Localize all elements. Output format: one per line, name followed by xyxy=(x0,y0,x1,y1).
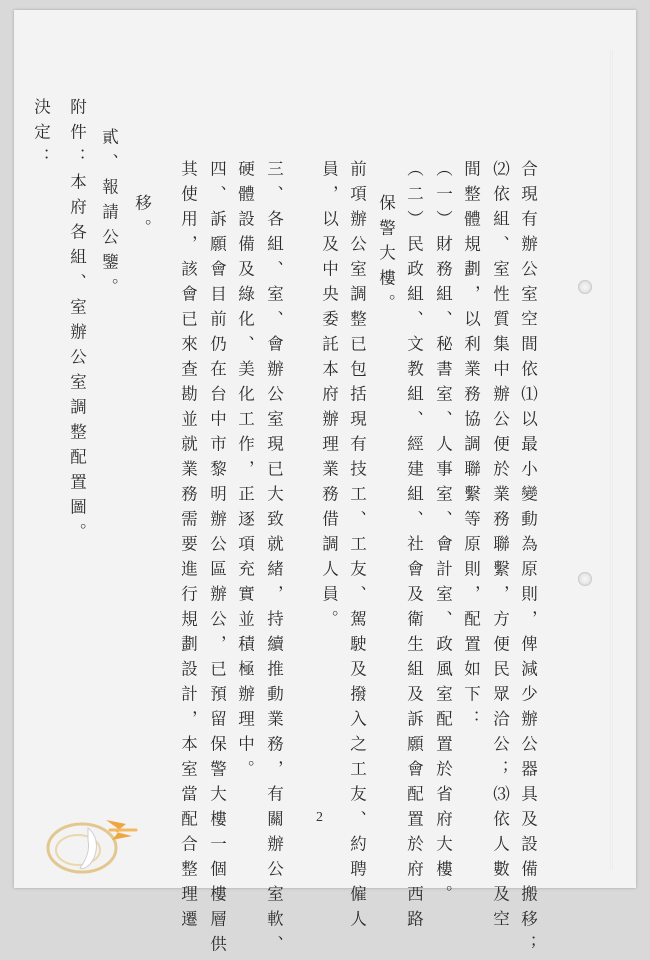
text-column-7: 前項辦公室調整已包括現有技工、工友、駕駛及撥入之工友、約聘僱人 xyxy=(347,160,367,935)
text-column-15: 附件：本府各組、室辦公室調整配置圖。 xyxy=(67,98,87,548)
text-column-6: 保警大樓。 xyxy=(376,194,396,319)
text-column-2: ⑵依組、室性質集中辦公便於業務聯繫，方便民眾洽公；⑶依人數及空 xyxy=(490,160,510,935)
text-column-5: （二）民政組、文教組、經建組、社會及衛生組及訴願會配置於府西路 xyxy=(404,160,424,935)
document-page xyxy=(14,10,636,960)
text-column-14: 貳、報請公鑒。 xyxy=(99,128,119,303)
text-column-4: （一）財務組、秘書室、人事室、會計室、政風室配置於省府大樓。 xyxy=(433,160,453,910)
punch-hole-upper xyxy=(578,280,592,294)
text-column-1: 合現有辦公室空間依⑴以最小變動為原則，俾減少辦公器具及設備搬移； xyxy=(518,160,538,960)
text-column-10: 硬體設備及綠化、美化工作，正逐項充實並積極辦理中。 xyxy=(235,160,255,785)
text-column-16: 決定： xyxy=(31,98,51,173)
punch-hole-lower xyxy=(578,572,592,586)
text-column-3: 間整體規劃，以利業務協調聯繫等原則，配置如下： xyxy=(461,160,481,735)
text-column-13: 移。 xyxy=(132,194,152,244)
text-column-12: 其使用，該會已來查勘並就業務需要進行規劃設計，本室當配合整理遷 xyxy=(178,160,198,935)
watermark-logo-icon xyxy=(36,810,146,878)
text-column-11: 四、訴願會目前仍在台中市黎明辦公區辦公，已預留保警大樓一個樓層供 xyxy=(207,160,227,960)
text-column-8: 員，以及中央委託本府辦理業務借調人員。 xyxy=(319,160,339,635)
page-number: 2 xyxy=(316,810,323,825)
paper-crease xyxy=(610,50,613,870)
text-column-9: 三、各組、室、會辦公室現已大致就緒，持續推動業務，有關辦公室軟、 xyxy=(264,160,284,960)
